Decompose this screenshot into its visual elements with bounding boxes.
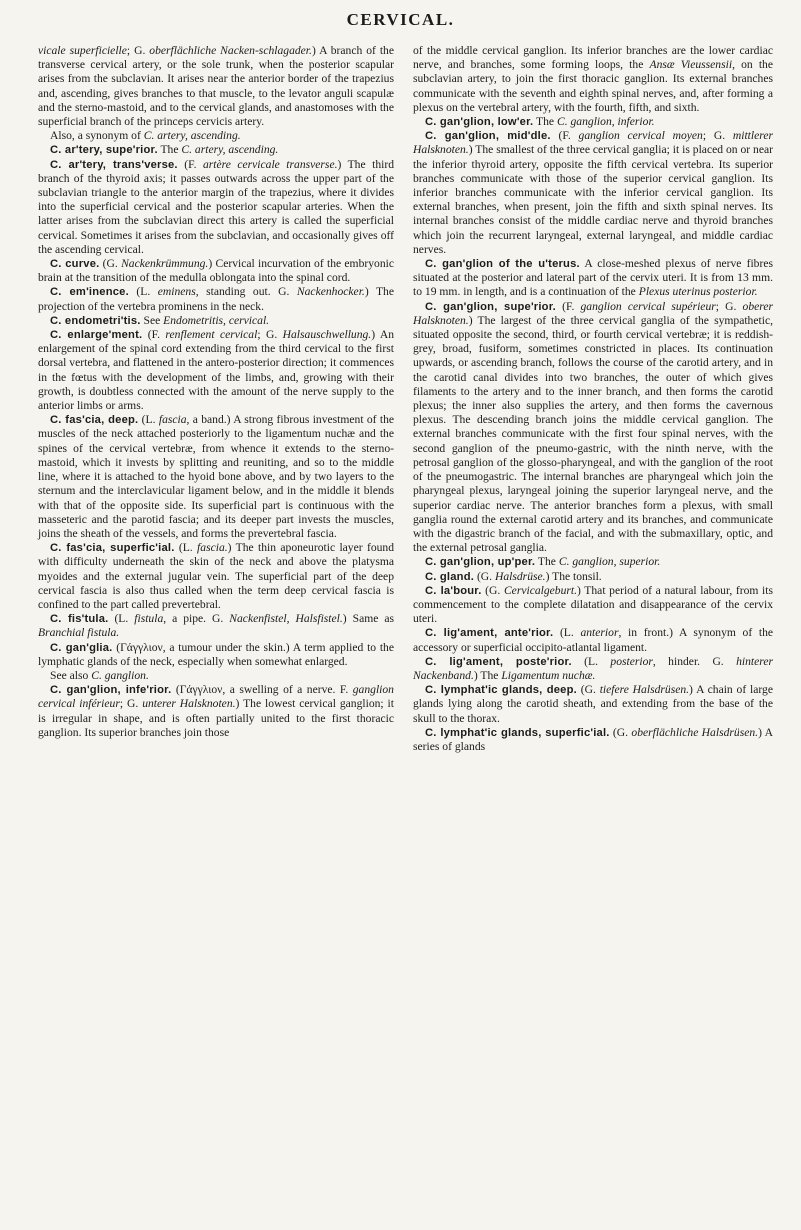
entry-headword: C. gan'glion, infe'rior. <box>50 684 172 697</box>
italic-term: fistula <box>134 612 164 626</box>
entry-text: (F. <box>555 299 581 313</box>
entry-headword: C. gan'glion, mid'dle. <box>425 130 551 143</box>
entry-text: ) The thin aponeurotic layer found with difficulty underneath the skin of the neck and above the platysma myoides and the external jugular vein. The superficial part of the deep cervical fascia is also thus called when the term deep cervical fascia is confined to the part called prevertebral. <box>38 541 395 611</box>
entry-headword: C. la'bour. <box>425 584 482 597</box>
italic-term: Nackenhocker. <box>296 285 365 299</box>
italic-term: Plexus uterinus posterior. <box>638 285 758 299</box>
dictionary-entry <box>38 683 394 740</box>
entry-text: (L. <box>571 654 611 668</box>
dictionary-entry <box>38 129 394 143</box>
entry-headword: C. fas'cia, deep. <box>50 414 139 427</box>
italic-term: posterior <box>610 654 653 668</box>
entry-text: (L. <box>138 413 159 427</box>
entry-headword: C. gland. <box>425 570 475 583</box>
entry-text: (Γάγγλιον, a swelling of a nerve. F. <box>171 683 353 697</box>
entry-text: ) The tonsil. <box>545 569 602 583</box>
italic-term: vicale superficielle <box>38 44 127 57</box>
entry-text: ) The projection of the vertebra prominens in the neck. <box>38 285 395 313</box>
italic-term: Cervicalgeburt. <box>503 583 578 597</box>
dictionary-entry <box>413 584 773 627</box>
entry-text: The <box>535 555 559 569</box>
dictionary-entry <box>413 257 773 300</box>
dictionary-entry <box>38 328 394 413</box>
entry-text: (Γάγγλιον, a tumour under the skin.) A term applied to the lymphatic glands of the neck, especially when somewhat enlarged. <box>38 640 394 668</box>
entry-headword: C. em'inence. <box>50 286 129 299</box>
entry-text: (G. <box>481 583 504 597</box>
italic-term: Branchial fistula. <box>38 626 120 640</box>
dictionary-entry <box>38 44 394 129</box>
italic-term: eminens <box>157 285 196 299</box>
italic-term: hinterer Nackenband. <box>413 654 774 682</box>
italic-term: artère cervicale transverse. <box>202 157 338 171</box>
entry-text: (G. <box>99 257 122 271</box>
italic-term: Ansæ Vieussensii <box>649 58 733 72</box>
entry-text: , a pipe. G. <box>163 612 230 626</box>
dictionary-entry <box>38 612 394 640</box>
entry-text: The <box>533 115 557 129</box>
italic-term: Nackenkrümmung. <box>121 257 209 271</box>
italic-term: Endometritis, cervical. <box>163 313 270 327</box>
italic-term: C. ganglion. <box>91 668 149 682</box>
dictionary-entry <box>413 683 773 726</box>
italic-term: C. artery, ascending. <box>143 129 241 143</box>
entry-headword: C. ar'tery, supe'rior. <box>50 144 158 157</box>
dictionary-entry <box>38 669 394 683</box>
dictionary-entry <box>413 300 773 556</box>
dictionary-entry <box>413 626 773 654</box>
italic-term: oberflächliche Halsdrüsen. <box>631 725 759 739</box>
entry-headword: C. enlarge'ment. <box>50 329 143 342</box>
entry-headword: C. fis'tula. <box>50 613 109 626</box>
italic-term: C. ganglion, inferior. <box>556 115 655 129</box>
entry-headword: C. gan'glion, low'er. <box>425 116 534 129</box>
entry-text: (F. <box>142 328 166 342</box>
entry-text: of the middle cervical ganglion. Its inferior branches are the lower cardiac nerve, and branches, some forming loops, the <box>413 44 773 72</box>
entry-text: ) Same as <box>342 612 394 626</box>
entry-text: (F. <box>177 157 203 171</box>
italic-term: anterior <box>580 626 619 640</box>
dictionary-entry <box>413 115 773 129</box>
entry-headword: C. lig'ament, ante'rior. <box>425 627 554 640</box>
entry-text: , a band.) A strong fibrous investment of the muscles of the neck attached posteriorly to the ligamentum nuchæ and the spines of the cervical vertebræ, from whence it extends to the sterno-mastoid, which it invests by splitting and reuniting, and so to the middle line, where it is attached to the hyoid bone above, and by two layers to the sternum and the interclavicular ligament below, and in the middle it blends with that of the opposite side. Its superficial part is continuous with the masseteric and the parotid fascia; and its deeper part invests the muscles, joins the sheath of the vessels, and forms the prevertebral fascia. <box>38 413 395 540</box>
left-column <box>38 44 394 740</box>
italic-term: ganglion cervical moyen <box>578 129 703 143</box>
entry-text: (L. <box>128 285 158 299</box>
entry-text: ) That period of a natural labour, from its commencement to the complete dilatation and disappearance of the cervix uteri. <box>413 583 773 626</box>
entry-text: ) The third branch of the thyroid axis; it passes outwards across the upper part of the subclavian triangle to the anterior margin of the trapezius, where it divides into the superficial cervical and the posterior scapular arteries. When the latter arises from the subclavian direct this artery is called the superficial cervical. Sometimes it arises from the subclavian, and occasionally gives off the ascending cervical. <box>38 157 394 256</box>
italic-term: Ligamentum nuchæ. <box>501 668 596 682</box>
dictionary-entry <box>413 726 773 754</box>
dictionary-entry <box>38 641 394 669</box>
dictionary-entry <box>413 555 773 569</box>
entry-text: ; G. <box>126 44 150 57</box>
italic-term: renflement cervical <box>165 328 258 342</box>
italic-term: ganglion cervical supérieur <box>580 299 716 313</box>
italic-term: Nackenfistel, Halsfistel. <box>229 612 343 626</box>
entry-headword: C. lig'ament, poste'rior. <box>425 655 572 668</box>
entry-headword: C. gan'glion, supe'rior. <box>425 300 556 313</box>
entry-headword: C. gan'glion, up'per. <box>425 556 536 569</box>
entry-text: ; G. <box>702 129 733 143</box>
italic-term: oberflächliche Nacken-schlagader. <box>149 44 312 57</box>
entry-headword: C. lymphat'ic glands, superfic'ial. <box>425 726 610 739</box>
dictionary-entry <box>38 314 394 328</box>
entry-headword: C. endometri'tis. <box>50 314 141 327</box>
entry-text: ) An enlargement of the spinal cord extending from the third cervical to the first dorsal vertebra, and flattened in the antero-posterior direction; it commences in the fœtus with the development of the limbs, and, growing with their growth, is doubtless connected with the amount of the nerve supply to the anterior limbs or arms. <box>38 328 395 413</box>
dictionary-entry <box>413 129 773 257</box>
italic-term: Halsauschwellung. <box>282 328 372 342</box>
entry-text: Also, a synonym of <box>50 129 144 143</box>
entry-text: (G. <box>474 569 495 583</box>
italic-term: oberer Halsknoten. <box>413 299 773 327</box>
entry-text: ; G. <box>715 299 743 313</box>
italic-term: C. artery, ascending. <box>181 143 279 157</box>
entry-text: ) Cervical incurvation of the embryonic brain at the transition of the medulla oblongata into the spinal cord. <box>38 257 394 285</box>
dictionary-entry <box>38 257 394 285</box>
entry-text: (G. <box>576 683 600 697</box>
italic-term: Halsdrüse. <box>494 569 546 583</box>
entry-text: (G. <box>609 725 632 739</box>
dictionary-entry <box>38 413 394 541</box>
italic-term: C. ganglion, superior. <box>558 555 661 569</box>
entry-text: ; G. <box>257 328 283 342</box>
entry-text: A close-meshed plexus of nerve fibres situated at the posterior and lateral part of the cervix uteri. It is from 13 mm. to 19 mm. in length, and is a continuation of the <box>413 257 773 299</box>
right-column <box>413 44 773 754</box>
entry-text: (L. <box>174 541 198 555</box>
running-head: CERVICAL. <box>346 10 455 29</box>
entry-headword: C. ar'tery, trans'verse. <box>50 158 178 171</box>
entry-text: , in front.) A synonym of the accessory or superficial occipito-atlantal ligament. <box>413 626 774 654</box>
entry-text: The <box>157 143 182 157</box>
entry-text: , on the subclavian artery, to join the first thoracic ganglion. Its external branches communicate with the seventh and eighth spinal nerves, and, after forming a plexus on the vertebral artery, with the fourth, fifth, and sixth. <box>413 58 773 114</box>
entry-text: ; G. <box>119 697 143 711</box>
entry-text: ) The <box>473 668 502 682</box>
entry-text: See <box>140 313 164 327</box>
dictionary-entry <box>413 655 773 683</box>
entry-text: ) A chain of large glands lying along the carotid sheath, and extending from the base of the skull to the thorax. <box>413 683 773 725</box>
dictionary-entry <box>413 44 773 115</box>
entry-text: (L. <box>553 626 581 640</box>
entry-headword: C. lymphat'ic glands, deep. <box>425 684 577 697</box>
italic-term: mittlerer Halsknoten. <box>413 129 773 157</box>
entry-text: See also <box>50 668 92 682</box>
entry-headword: C. fas'cia, superfic'ial. <box>50 542 175 555</box>
entry-text: ) The largest of the three cervical ganglia of the sympathetic, situated opposite the second, third, or fourth cervical vertebræ; it is reddish-grey, broad, fusiform, sometimes constricted in places. Its continuation upwards, or ascending branch, follows the course of the carotid artery, and in the carotid canal divides into two branches, the outer of which gives filaments to the artery and to the inner branch, and then forms the carotid plexus; the inner also supplies the artery, and then forms the cavernous plexus. The descending branch joins the middle cervical ganglion. The external branches communicate with the first four spinal nerves, with the second ganglion of the pneumo-gastric, with the ninth nerve, with the petrosal ganglion of the glosso-pharyngeal, and with the ganglion of the root of the pneumogastric. The internal branches are pharyngeal which join the pharyngeal plexus, laryngeal joining the superior laryngeal nerve, and the superior cardiac nerve. The anterior branches form a plexus, with small ganglia round the external carotid artery and its branches, and communicate with the digastric branch of the facial, and with the submaxillary, optic, and the external petrosal ganglia. <box>413 313 773 555</box>
entry-headword: C. curve. <box>50 258 100 271</box>
entry-text: ) A branch of the transverse cervical artery, or the sole trunk, when the posterior scapular arises from the subclavian. It arises near the anterior border of the trapezius and, ascending, gives branches to that muscle, to the levator anguli scapulæ and the sterno-mastoid, and to the cervical glands, and anastomoses with the superficial branch of the princeps cervicis artery. <box>38 44 394 129</box>
dictionary-entry <box>38 541 394 612</box>
entry-text: ) The smallest of the three cervical ganglia; it is placed on or near the inferior thyroid artery, opposite the fifth cervical vertebra. Its superior branches communicate with those of the superior cervical ganglion. Its inferior branches communicate with the inferior cervical ganglion. Its external branches, when present, join the fifth and sixth spinal nerves. Its internal branches consist of the middle cardiac nerve and thyroid branches which join the recurrent laryngeal, external laryngeal, and middle cardiac nerves. <box>413 143 773 256</box>
entry-text: ) The lowest cervical ganglion; it is irregular in shape, and is often partially united to the first thoracic ganglion. Its superior branches join those <box>38 697 394 739</box>
entry-headword: C. gan'glia. <box>50 641 113 654</box>
entry-text: ) A series of glands <box>413 725 773 753</box>
entry-text: , hinder. G. <box>652 654 737 668</box>
italic-term: fascia. <box>197 541 228 555</box>
dictionary-entry <box>38 158 394 257</box>
italic-term: unterer Halsknoten. <box>142 697 236 711</box>
dictionary-entry <box>38 143 394 157</box>
entry-text: , standing out. G. <box>195 285 297 299</box>
italic-term: fascia <box>158 413 187 427</box>
entry-text: (L. <box>108 612 135 626</box>
entry-headword: C. gan'glion of the u'terus. <box>425 258 580 271</box>
italic-term: ganglion cervical inférieur <box>38 683 394 711</box>
italic-term: tiefere Halsdrüsen. <box>599 683 690 697</box>
entry-text: (F. <box>550 129 579 143</box>
dictionary-entry <box>413 570 773 584</box>
dictionary-entry <box>38 285 394 313</box>
